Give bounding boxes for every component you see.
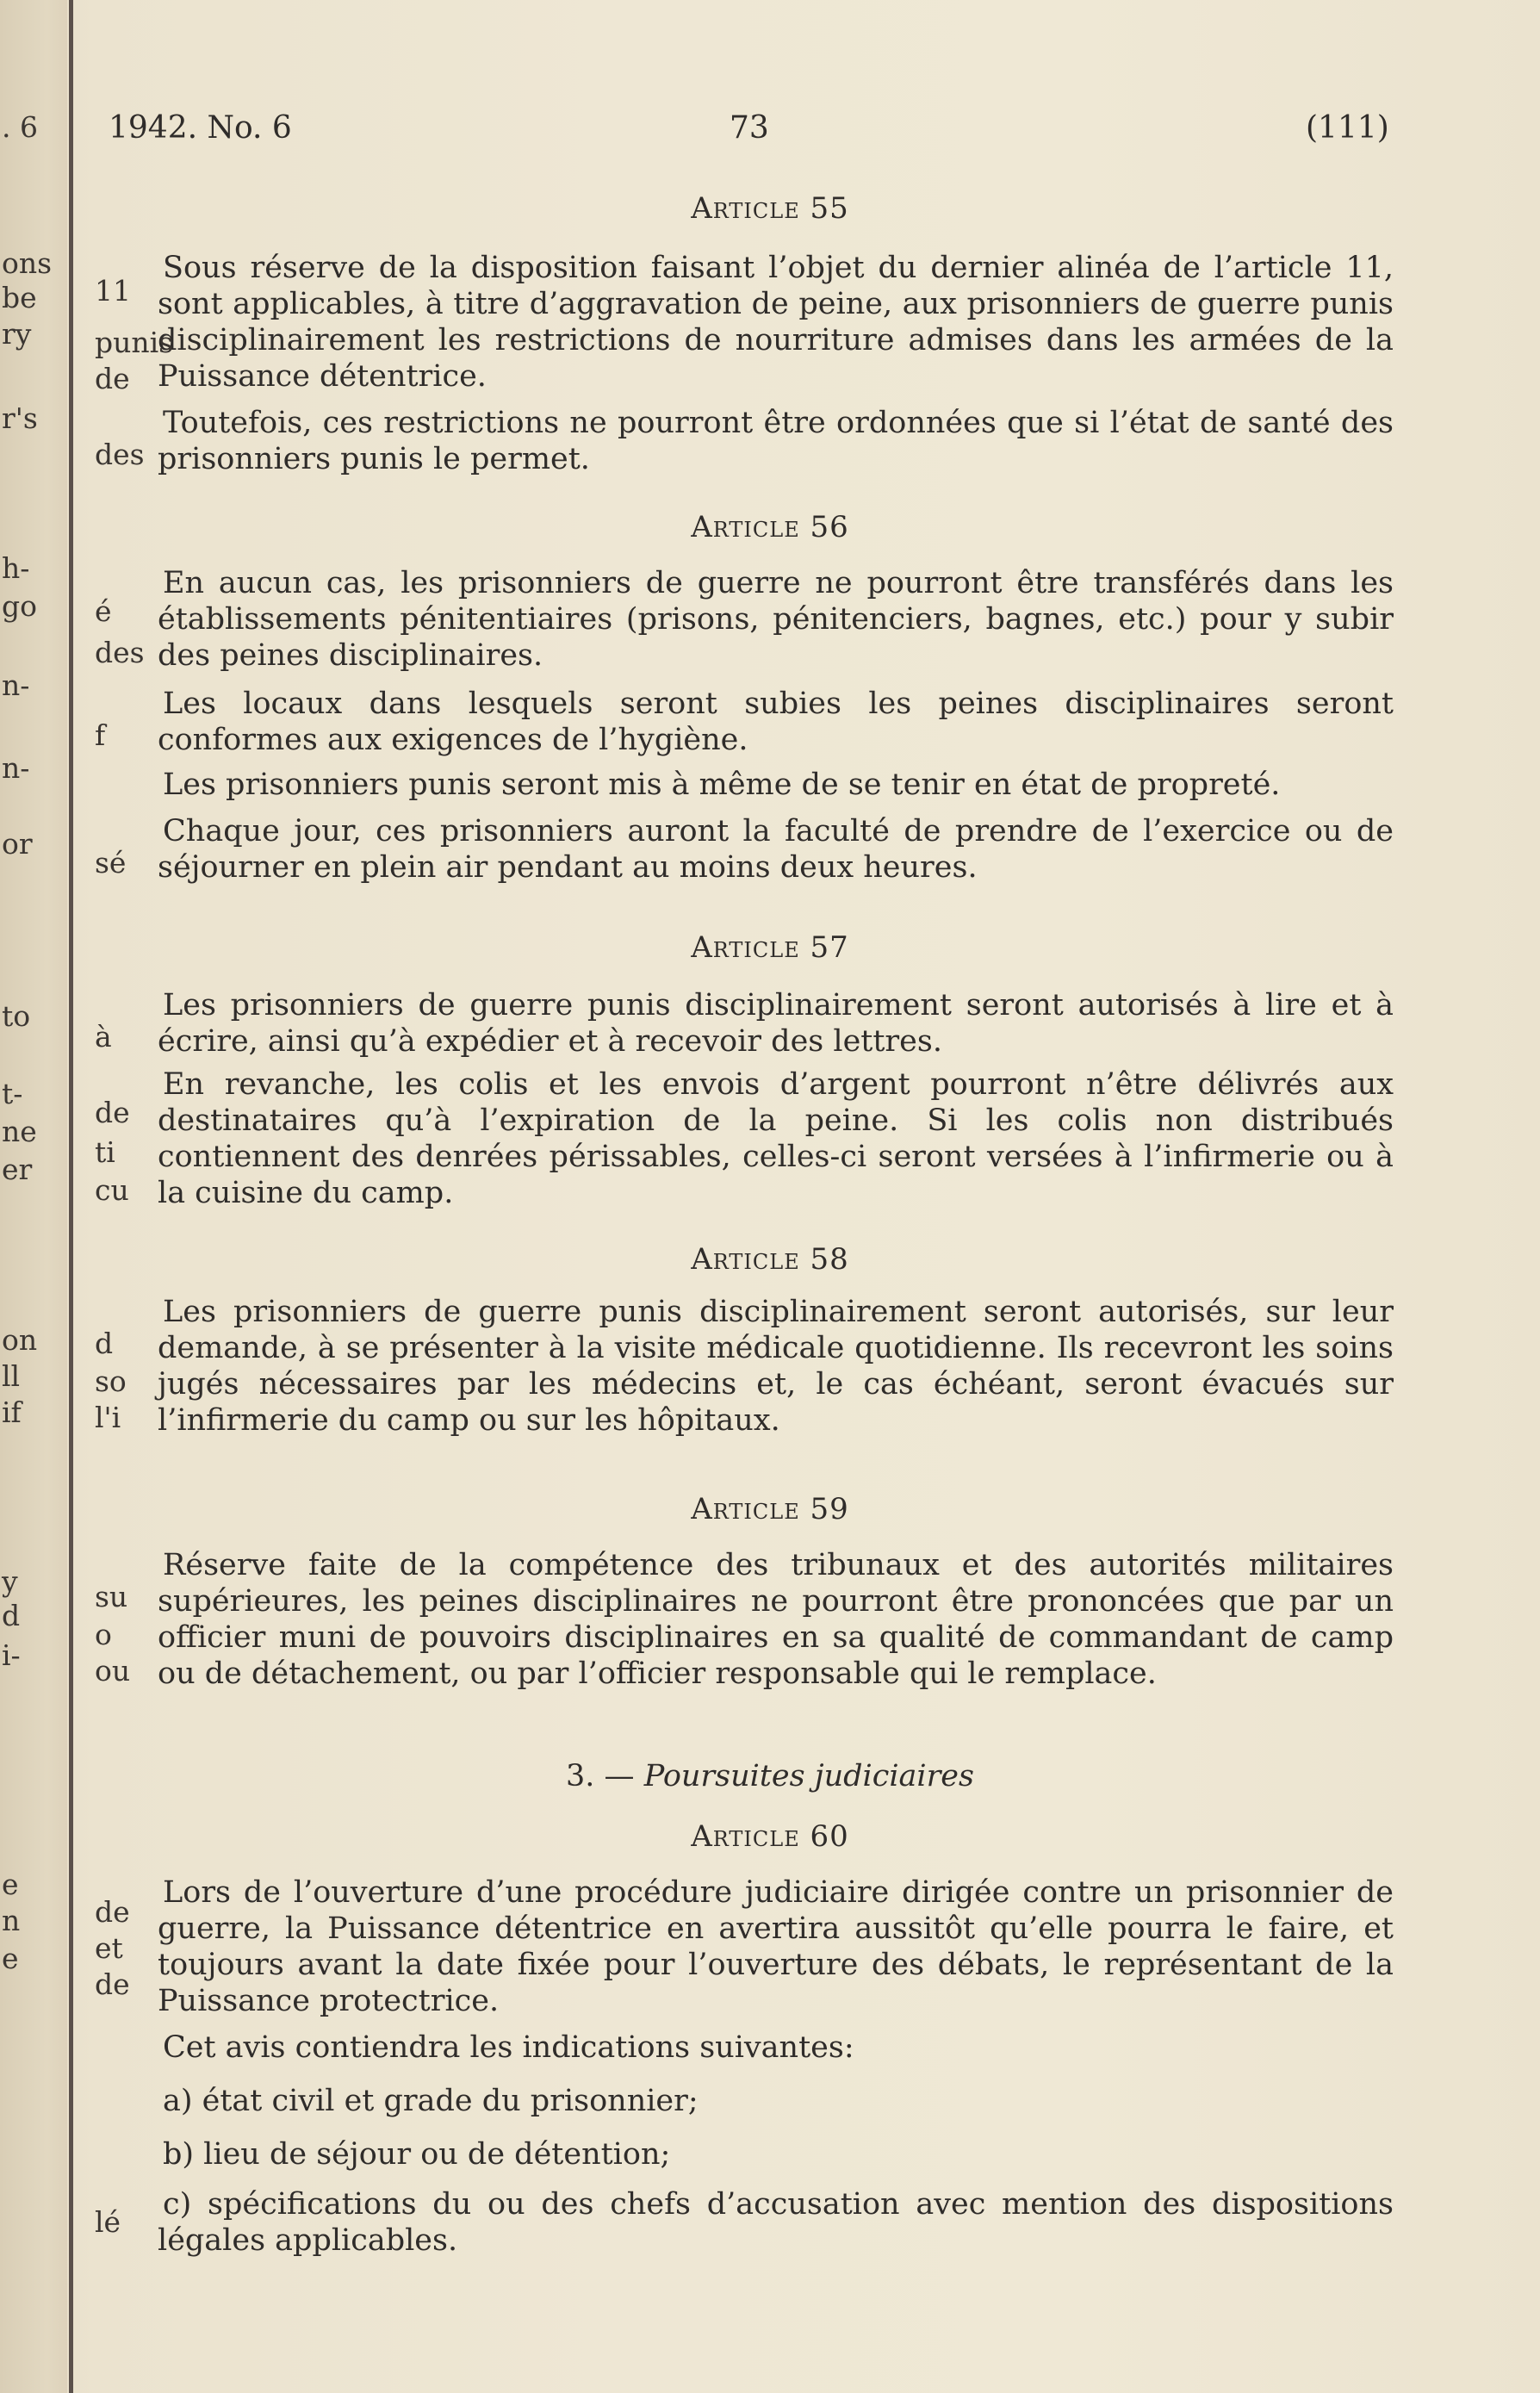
list-item: c) spécifications du ou des chefs d’accusation avec mention des dispositions légales applicables. bbox=[158, 2187, 1394, 2258]
margin-fragment: o bbox=[95, 1618, 112, 1651]
article-heading: Article 59 bbox=[691, 1492, 849, 1526]
left-fragment: e bbox=[2, 1942, 19, 1975]
margin-fragment: l'i bbox=[95, 1401, 121, 1434]
margin-fragment: de bbox=[95, 1967, 130, 2001]
left-fragment: go bbox=[2, 589, 37, 623]
running-header-right: (111) bbox=[1306, 110, 1389, 146]
margin-fragment: so bbox=[95, 1364, 127, 1398]
left-fragment: n- bbox=[2, 668, 30, 702]
section-number: 3. — bbox=[566, 1759, 635, 1793]
article-heading: Article 55 bbox=[691, 191, 849, 226]
left-fragment: d bbox=[2, 1599, 21, 1632]
left-fragment: or bbox=[2, 827, 33, 861]
article-paragraph: Les prisonniers de guerre punis disciplinairement seront autorisés, sur leur demande, à se présenter à la visite médicale quotidienne. Ils recevront les soins jugés nécessaires par les médecins et, le cas échéant, seront évacués sur l’infirmerie du camp ou sur les hôpitaux. bbox=[158, 1295, 1394, 1438]
article-paragraph: En aucun cas, les prisonniers de guerre ne pourront être transférés dans les établissements pénitentiaires (prisons, pénitenciers, bagnes, etc.) pour y subir des peines disciplinaires. bbox=[158, 566, 1394, 673]
article-heading: Article 57 bbox=[691, 930, 849, 965]
section-title: Poursuites judiciaires bbox=[643, 1759, 974, 1793]
margin-fragment: d bbox=[95, 1327, 114, 1360]
article-paragraph: Toutefois, ces restrictions ne pourront être ordonnées que si l’état de santé des prisonniers punis le permet. bbox=[158, 406, 1394, 476]
margin-fragment: à bbox=[95, 1020, 112, 1054]
left-fragment: ons bbox=[2, 246, 53, 280]
margin-fragment: 11 bbox=[95, 274, 131, 308]
article-heading: Article 60 bbox=[691, 1819, 849, 1854]
article-paragraph: Chaque jour, ces prisonniers auront la faculté de prendre de l’exercice ou de séjourner en plein air pendant au moins deux heures. bbox=[158, 814, 1394, 885]
margin-fragment: de bbox=[95, 1096, 130, 1129]
article-paragraph: Les locaux dans lesquels seront subies les peines disciplinaires seront conformes aux exigences de l’hygiène. bbox=[158, 687, 1394, 757]
section-heading bbox=[0, 1759, 1540, 1793]
article-paragraph: Sous réserve de la disposition faisant l’objet du dernier alinéa de l’article 11, sont applicables, à titre d’aggravation de peine, aux prisonniers de guerre punis disciplinairement les restrictions de nourriture admises dans les armées de la Puissance détentrice. bbox=[158, 251, 1394, 394]
left-fragment: be bbox=[2, 281, 37, 314]
margin-fragment: cu bbox=[95, 1173, 129, 1207]
binding-line bbox=[69, 0, 73, 2393]
margin-fragment: sé bbox=[95, 846, 127, 880]
margin-fragment: et bbox=[95, 1931, 123, 1965]
left-fragment: y bbox=[2, 1564, 18, 1598]
left-fragment: on bbox=[2, 1323, 38, 1357]
left-fragment: r's bbox=[2, 401, 38, 435]
article-heading: Article 58 bbox=[691, 1242, 849, 1277]
left-fragment: to bbox=[2, 999, 31, 1033]
margin-fragment: ti bbox=[95, 1135, 115, 1169]
left-fragment: t- bbox=[2, 1077, 23, 1110]
left-fragment: n- bbox=[2, 751, 30, 785]
article-paragraph: Les prisonniers de guerre punis disciplinairement seront autorisés à lire et à écrire, ainsi qu’à expédier et à recevoir des lettres. bbox=[158, 988, 1394, 1059]
article-paragraph: En revanche, les colis et les envois d’argent pourront n’être délivrés aux destinataires qu’à l’expiration de la peine. Si les colis non distribués contiennent des denrées périssables, celles-ci seront versées à l’infirmerie ou à la cuisine du camp. bbox=[158, 1067, 1394, 1210]
left-fragment: if bbox=[2, 1395, 22, 1429]
list-item: b) lieu de séjour ou de détention; bbox=[163, 2137, 671, 2172]
margin-fragment: des bbox=[95, 438, 145, 471]
margin-fragment: de bbox=[95, 362, 130, 395]
margin-fragment: ou bbox=[95, 1654, 131, 1688]
article-paragraph: Les prisonniers punis seront mis à même de se tenir en état de propreté. bbox=[163, 768, 1281, 802]
page-number: 73 bbox=[730, 110, 769, 146]
left-fragment: ll bbox=[2, 1359, 21, 1393]
left-fragment: n bbox=[2, 1904, 21, 1937]
margin-fragment: é bbox=[95, 594, 112, 628]
running-header-left: 1942. No. 6 bbox=[109, 110, 292, 146]
list-item: a) état civil et grade du prisonnier; bbox=[163, 2084, 699, 2118]
margin-fragment: f bbox=[95, 718, 106, 752]
margin-fragment: des bbox=[95, 636, 145, 669]
article-heading: Article 56 bbox=[691, 510, 849, 544]
left-fragment: ne bbox=[2, 1115, 37, 1148]
margin-fragment: su bbox=[95, 1580, 128, 1613]
margin-fragment: de bbox=[95, 1895, 130, 1929]
article-paragraph: Réserve faite de la compétence des tribunaux et des autorités militaires supérieures, les peines disciplinaires ne pourront être prononcées que par un officier muni de pouvoirs disciplinaires en sa qualité de commandant de camp ou de détachement, ou par l’officier responsable qui le remplace. bbox=[158, 1548, 1394, 1691]
left-fragment: ry bbox=[2, 317, 32, 351]
left-page-edge bbox=[0, 0, 67, 2393]
left-fragment: . 6 bbox=[2, 110, 38, 144]
margin-fragment: lé bbox=[95, 2205, 121, 2239]
article-paragraph: Lors de l’ouverture d’une procédure judiciaire dirigée contre un prisonnier de guerre, la Puissance détentrice en avertira aussitôt qu’elle pourra le faire, et toujours avant la date fixée pour l’ouverture des débats, le représentant de la Puissance protectrice. bbox=[158, 1875, 1394, 2018]
left-fragment: er bbox=[2, 1153, 33, 1186]
left-fragment: h- bbox=[2, 551, 30, 585]
left-fragment: e bbox=[2, 1868, 19, 1901]
margin-fragment: punis bbox=[95, 326, 174, 359]
article-paragraph: Cet avis contiendra les indications suivantes: bbox=[163, 2030, 854, 2065]
left-fragment: i- bbox=[2, 1638, 21, 1672]
